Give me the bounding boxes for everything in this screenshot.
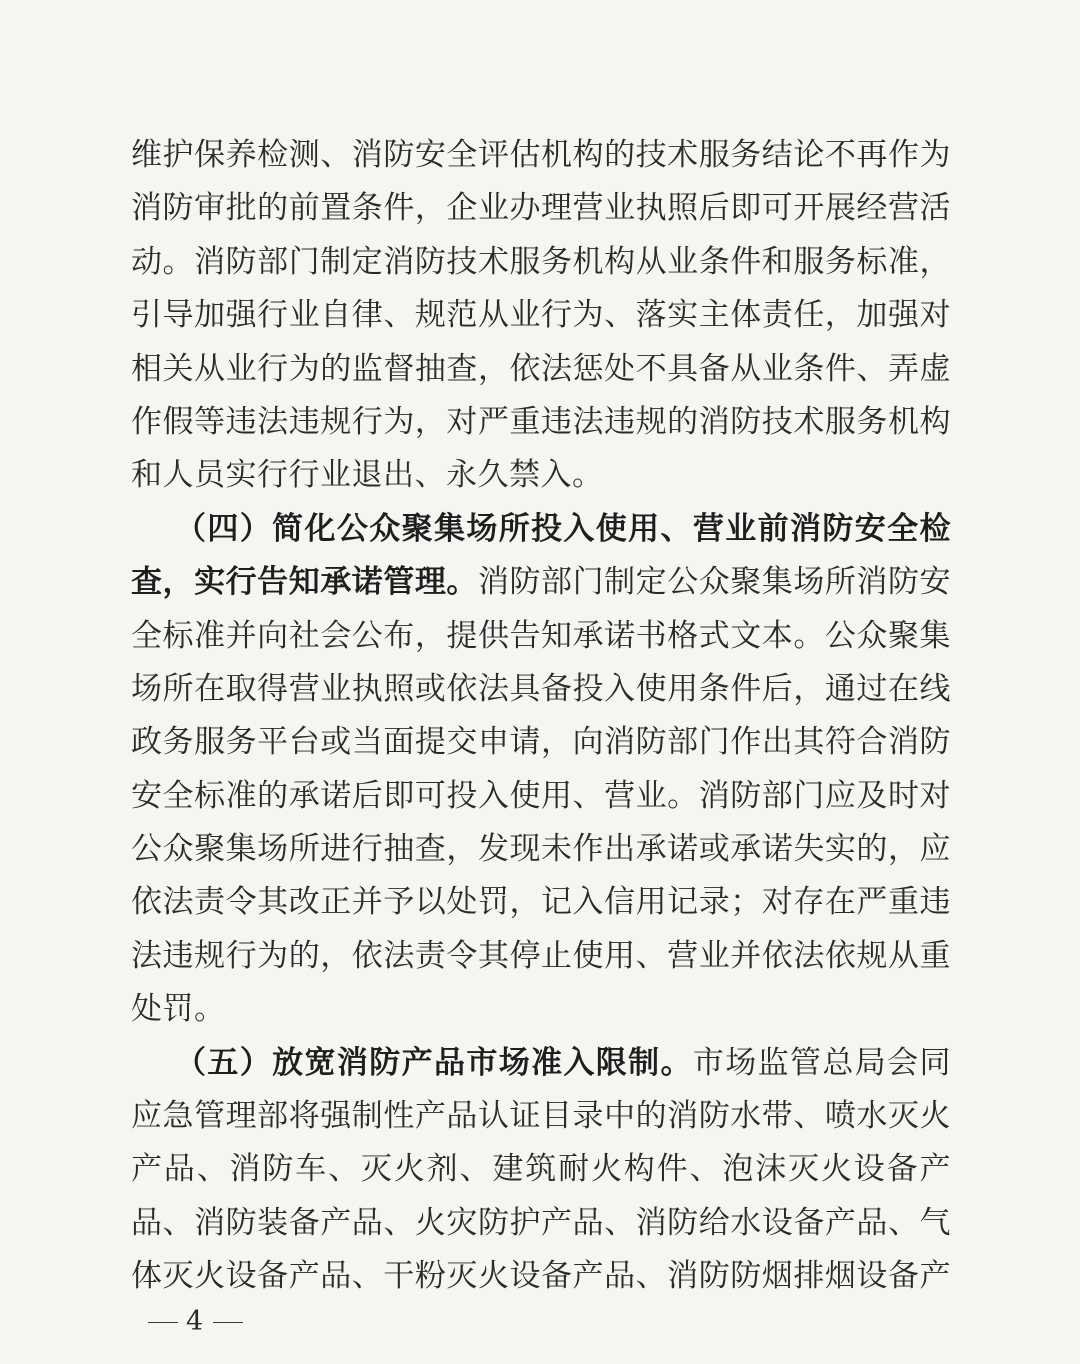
paragraph-line: 引导加强行业自律、规范从业行为、落实主体责任，加强对: [131, 297, 951, 334]
paragraph-line: 全标准并向社会公布，提供告知承诺书格式文本。公众聚集: [131, 617, 951, 654]
paragraph-line: 场所在取得营业执照或依法具备投入使用条件后，通过在线: [131, 670, 951, 707]
section-heading-four-cont: 查，实行告知承诺管理。: [131, 564, 478, 601]
footer-dash-left: [148, 1322, 178, 1324]
paragraph-line: 公众聚集场所进行抽查，发现未作出承诺或承诺失实的，应: [131, 831, 951, 868]
paragraph-line: [131, 556, 951, 609]
paragraph-line: 安全标准的承诺后即可投入使用、营业。消防部门应及时对: [131, 777, 951, 814]
footer-dash-right: [213, 1322, 243, 1324]
paragraph-line: 处罚。: [131, 991, 226, 1028]
paragraph-line: 消防审批的前置条件，企业办理营业执照后即可开展经营活: [131, 190, 951, 227]
paragraph-line: 维护保养检测、消防安全评估机构的技术服务结论不再作为: [131, 137, 951, 173]
paragraph-text: 消防部门制定公众聚集场所消防安: [477, 564, 952, 601]
paragraph-line: 政务服务平台或当面提交申请，向消防部门作出其符合消防: [131, 724, 951, 761]
paragraph-line: 产品、消防车、灭火剂、建筑耐火构件、泡沫灭火设备产: [131, 1151, 951, 1188]
paragraph-line: 品、消防装备产品、火灾防护产品、消防给水设备产品、气: [131, 1204, 951, 1241]
document-body: [131, 129, 951, 1304]
paragraph-line: [131, 1037, 951, 1090]
section-heading-four: （四）简化公众聚集场所投入使用、营业前消防安全检: [175, 510, 951, 547]
section-heading-line: [131, 503, 951, 556]
paragraph-line: 法违规行为的，依法责令其停止使用、营业并依法依规从重: [131, 937, 951, 974]
paragraph-line: 相关从业行为的监督抽查，依法惩处不具备从业条件、弄虚: [131, 350, 951, 387]
paragraph-line: 动。消防部门制定消防技术服务机构从业条件和服务标准，: [131, 243, 951, 280]
paragraph-line: 依法责令其改正并予以处罚，记入信用记录；对存在严重违: [131, 884, 951, 921]
page-number: 4: [186, 1306, 206, 1337]
section-heading-five: （五）放宽消防产品市场准入限制。: [175, 1044, 693, 1081]
paragraph-line: 应急管理部将强制性产品认证目录中的消防水带、喷水灭火: [131, 1098, 951, 1135]
paragraph-text: 市场监管总局会同: [692, 1044, 952, 1081]
page-number-footer: [140, 1306, 251, 1337]
paragraph-line: 体灭火设备产品、干粉灭火设备产品、消防防烟排烟设备产: [131, 1258, 951, 1295]
paragraph-line: 作假等违法违规行为，对严重违法违规的消防技术服务机构: [131, 403, 951, 440]
paragraph-line: 和人员实行行业退出、永久禁入。: [131, 457, 604, 494]
